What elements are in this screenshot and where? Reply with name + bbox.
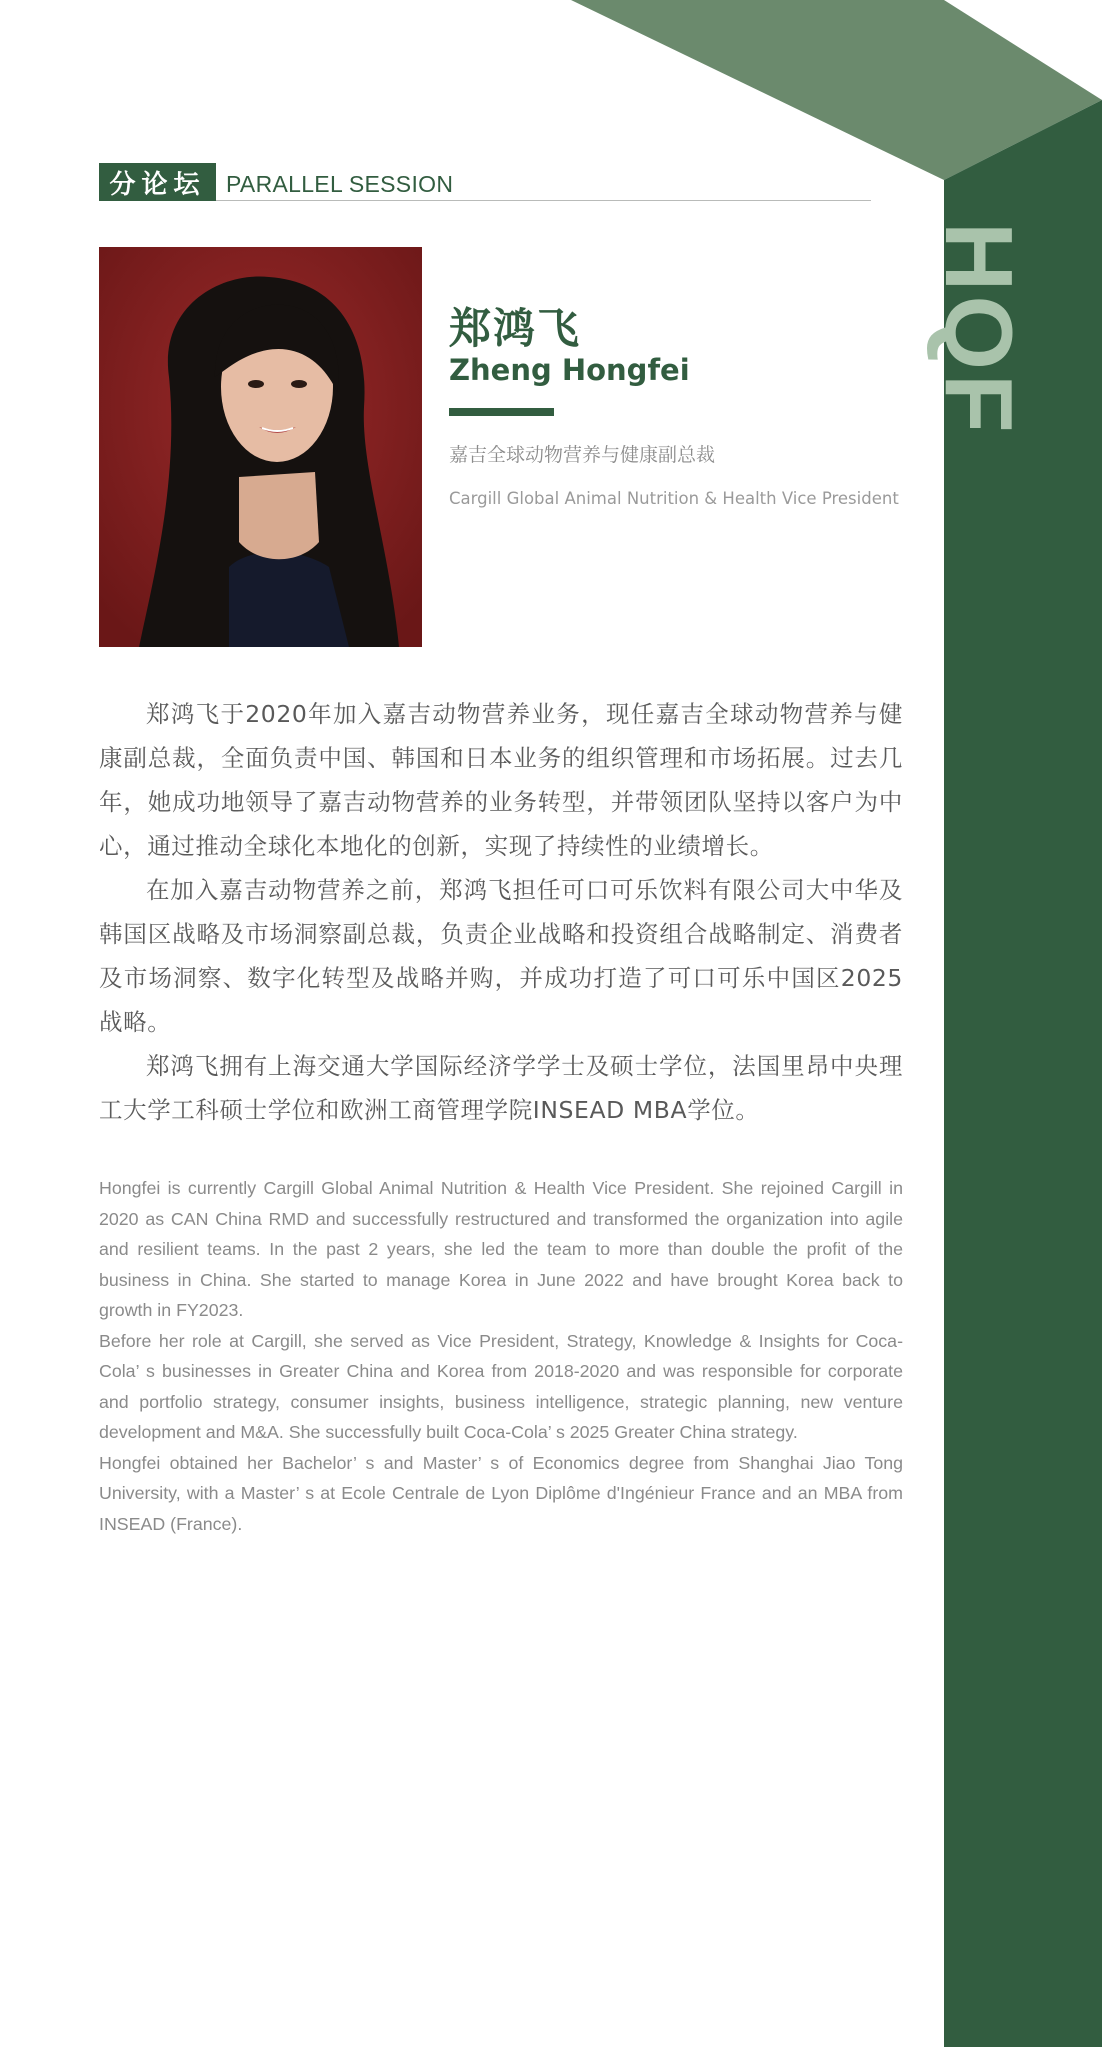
bio-en-paragraph: Hongfei obtained her Bachelor’ s and Master’ s of Economics degree from Shanghai Jiao Tong University, with a Master’ s at Ecole Centrale de Lyon Diplôme d'Ingénieur France and an MBA from INSEAD (France). bbox=[99, 1452, 903, 1534]
biography-english bbox=[99, 1173, 903, 1539]
bio-cn-paragraph: 郑鸿飞于2020年加入嘉吉动物营养业务，现任嘉吉全球动物营养与健康副总裁，全面负责中国、韩国和日本业务的组织管理和市场拓展。过去几年，她成功地领导了嘉吉动物营养的业务转型，并带领团队坚持以客户为中心，通过推动全球化本地化的创新，实现了持续性的业绩增长。 bbox=[99, 700, 903, 860]
name-underline bbox=[449, 408, 554, 416]
speaker-title-cn: 嘉吉全球动物营养与健康副总裁 bbox=[449, 444, 716, 466]
bio-cn-paragraph: 在加入嘉吉动物营养之前，郑鸿飞担任可口可乐饮料有限公司大中华及韩国区战略及市场洞察副总裁，负责企业战略和投资组合战略制定、消费者及市场洞察、数字化转型及战略并购，并成功打造了可口可乐中国区2025战略。 bbox=[99, 876, 903, 1036]
session-tag: 分论坛 bbox=[99, 163, 216, 201]
speaker-title-en: Cargill Global Animal Nutrition & Health Vice President bbox=[449, 489, 899, 508]
session-label: PARALLEL SESSION bbox=[226, 171, 454, 197]
speaker-name-cn: 郑鸿飞 bbox=[449, 304, 582, 353]
biography-chinese bbox=[99, 692, 903, 1132]
session-header bbox=[99, 163, 871, 203]
hqf-logo: HQF bbox=[925, 222, 1032, 437]
speaker-portrait bbox=[99, 247, 422, 647]
bio-cn-paragraph: 郑鸿飞拥有上海交通大学国际经济学学士及硕士学位，法国里昂中央理工大学工科硕士学位和欧洲工商管理学院INSEAD MBA学位。 bbox=[99, 1052, 903, 1124]
speaker-name-en: Zheng Hongfei bbox=[449, 353, 690, 387]
bio-en-paragraph: Before her role at Cargill, she served as Vice President, Strategy, Knowledge & Insights for Coca-Cola’ s businesses in Greater China and Korea from 2018-2020 and was responsible for corporate and portfolio strategy, consumer insights, business intelligence, strategic planning, new venture development and M&A. She successfully built Coca-Cola’ s 2025 Greater China strategy. bbox=[99, 1330, 903, 1442]
header-divider bbox=[216, 200, 871, 201]
bio-en-paragraph: Hongfei is currently Cargill Global Animal Nutrition & Health Vice President. She rejoined Cargill in 2020 as CAN China RMD and successfully restructured and transformed the organization into agile and resilient teams. In the past 2 years, she led the team to more than double the profit of the business in China. She started to manage Korea in June 2022 and have brought Korea back to growth in FY2023. bbox=[99, 1178, 903, 1320]
